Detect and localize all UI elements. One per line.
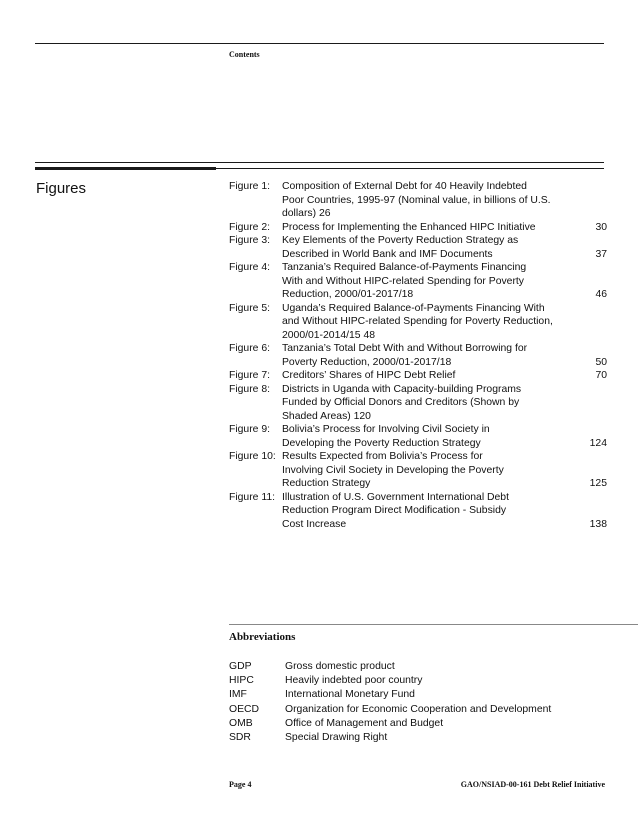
figure-caption-text: Uganda’s Required Balance-of-Payments Financing With	[282, 302, 545, 314]
figure-entry	[229, 342, 607, 369]
figure-caption-line	[282, 369, 607, 383]
figure-page-number	[601, 302, 607, 316]
figure-caption-text: Funded by Official Donors and Creditors (Shown by	[282, 397, 520, 408]
figure-caption-text: With and Without HIPC-related Spending for Poverty	[282, 275, 524, 287]
figure-page-number	[601, 261, 607, 275]
page-footer	[229, 780, 605, 789]
figure-label: Figure 1:	[229, 181, 271, 192]
figure-label: Figure 5:	[229, 302, 271, 314]
figure-page-number	[601, 450, 607, 464]
figure-caption-text: Composition of External Debt for 40 Heavily Indebted	[282, 181, 527, 192]
figure-entry	[229, 302, 607, 343]
figure-caption	[282, 369, 607, 383]
figure-caption-line	[282, 234, 607, 248]
figure-caption-text: Reduction, 2000/01-2017/18	[282, 289, 414, 300]
figure-caption-line	[282, 248, 607, 262]
figure-caption	[282, 302, 607, 343]
figure-caption-line	[282, 302, 607, 316]
abbreviation-meaning: Office of Management and Budget	[285, 717, 444, 729]
figure-caption-line	[282, 518, 607, 532]
figure-page-number	[601, 410, 607, 424]
running-header: Contents	[229, 50, 260, 59]
figure-caption	[282, 221, 607, 235]
abbreviation-row	[229, 660, 551, 674]
figure-caption-text: Developing the Poverty Reduction Strategy	[282, 437, 481, 449]
figure-caption-line	[282, 423, 607, 437]
abbreviation-meaning: Organization for Economic Cooperation and Development	[285, 703, 552, 715]
footer-page-number: Page 4	[229, 780, 252, 789]
abbreviation-code: SDR	[229, 732, 251, 744]
figure-caption-text: and Without HIPC-related Spending for Poverty Reduction,	[282, 316, 553, 327]
abbreviation-code: OMB	[229, 717, 253, 729]
section-rule-thin-right	[216, 168, 604, 169]
figure-caption	[282, 383, 607, 424]
figure-entry	[229, 234, 607, 261]
figure-page-number	[601, 491, 607, 505]
figure-caption-line	[282, 464, 607, 478]
figure-caption-text: Involving Civil Society in Developing the Poverty	[282, 464, 504, 476]
figure-page-number	[601, 315, 607, 329]
figure-page-number: 138	[589, 518, 607, 530]
figure-caption-text: Reduction Program Direct Modification - Subsidy	[282, 505, 507, 516]
abbreviations-list	[229, 660, 551, 745]
figure-page-number: 125	[589, 478, 607, 489]
figure-page-number	[601, 275, 607, 289]
figure-label: Figure 8:	[229, 383, 271, 395]
figure-page-number	[601, 194, 607, 208]
figure-caption-text: Bolivia’s Process for Involving Civil Society in	[282, 424, 490, 435]
figure-caption-text: Districts in Uganda with Capacity-building Programs	[282, 383, 522, 395]
figure-entry	[229, 221, 607, 235]
figure-caption-line	[282, 207, 607, 221]
figure-caption-line	[282, 491, 607, 505]
figure-label: Figure 11:	[229, 491, 276, 503]
abbreviation-code: IMF	[229, 689, 247, 701]
figure-page-number	[601, 504, 607, 518]
figure-caption-line	[282, 504, 607, 518]
figure-caption-text: Described in World Bank and IMF Documents	[282, 248, 493, 260]
figure-entry	[229, 383, 607, 424]
figure-page-number	[601, 423, 607, 437]
figure-page-number: 124	[589, 437, 607, 449]
abbreviation-row	[229, 688, 551, 702]
abbreviations-title: Abbreviations	[229, 631, 296, 643]
figure-caption-line	[282, 396, 607, 410]
abbreviation-code: OECD	[229, 703, 260, 715]
figure-caption-text: Key Elements of the Poverty Reduction Strategy as	[282, 235, 519, 246]
figure-caption	[282, 234, 607, 261]
figure-page-number	[601, 396, 607, 410]
figure-caption-text: Creditors’ Shares of HIPC Debt Relief	[282, 370, 456, 381]
figure-page-number	[601, 180, 607, 194]
figure-caption-line	[282, 410, 607, 424]
figure-entry	[229, 423, 607, 450]
figure-caption-text: Cost Increase	[282, 518, 347, 530]
figure-caption-text: Poverty Reduction, 2000/01-2017/18	[282, 356, 452, 368]
figure-caption	[282, 261, 607, 302]
figure-label: Figure 7:	[229, 370, 271, 381]
abbreviation-meaning: Special Drawing Right	[285, 732, 388, 744]
figure-page-number: 37	[595, 248, 607, 260]
figure-caption-line	[282, 383, 607, 397]
figure-label: Figure 3:	[229, 235, 271, 246]
section-rule-thin	[35, 162, 604, 163]
section-rule-thick-left	[35, 167, 216, 170]
figure-entry	[229, 491, 607, 532]
figure-caption-line	[282, 450, 607, 464]
figure-page-number: 50	[595, 356, 607, 368]
figure-caption-line	[282, 329, 607, 343]
figure-entry	[229, 450, 607, 491]
figure-caption-line	[282, 180, 607, 194]
abbreviation-meaning: Gross domestic product	[285, 661, 395, 672]
figure-label: Figure 2:	[229, 221, 271, 233]
figure-entry	[229, 369, 607, 383]
figure-page-number: 70	[595, 370, 607, 381]
figure-caption-line	[282, 261, 607, 275]
top-rule	[35, 43, 604, 44]
abbreviation-code: GDP	[229, 661, 252, 672]
figure-caption-line	[282, 275, 607, 289]
figure-caption	[282, 180, 607, 221]
figure-page-number	[601, 234, 607, 248]
figure-caption-line	[282, 437, 607, 451]
figure-caption	[282, 342, 607, 369]
figure-page-number	[601, 464, 607, 478]
figure-page-number	[601, 207, 607, 221]
figure-entry	[229, 261, 607, 302]
figure-caption-text: Tanzania’s Required Balance-of-Payments Financing	[282, 262, 527, 273]
figure-caption-line	[282, 288, 607, 302]
figure-caption-text: Poor Countries, 1995-97 (Nominal value, in billions of U.S.	[282, 194, 551, 206]
figure-caption-text: dollars) 26	[282, 208, 331, 219]
figure-caption	[282, 491, 607, 532]
figure-caption-text: Results Expected from Bolivia’s Process for	[282, 451, 483, 462]
abbreviation-row	[229, 674, 551, 688]
abbreviation-row	[229, 703, 551, 717]
figure-page-number	[601, 342, 607, 356]
section-title: Figures	[36, 180, 87, 197]
figure-page-number: 46	[595, 289, 607, 300]
figure-caption-line	[282, 356, 607, 370]
figure-caption-line	[282, 342, 607, 356]
figures-list	[229, 180, 607, 531]
figure-caption-line	[282, 221, 607, 235]
figure-page-number	[601, 329, 607, 343]
figure-caption	[282, 450, 607, 491]
footer-report-title: GAO/NSIAD-00-161 Debt Relief Initiative	[460, 780, 605, 789]
abbreviation-meaning: Heavily indebted poor country	[285, 675, 423, 687]
figure-page-number	[601, 383, 607, 397]
figure-caption-text: Process for Implementing the Enhanced HIPC Initiative	[282, 221, 536, 233]
figure-label: Figure 4:	[229, 262, 271, 273]
figure-entry	[229, 180, 607, 221]
figure-caption-line	[282, 477, 607, 491]
abbreviation-row	[229, 731, 551, 745]
figure-caption-line	[282, 194, 607, 208]
abbreviation-meaning: International Monetary Fund	[285, 689, 415, 701]
abbreviations-rule	[229, 624, 638, 625]
figure-caption-text: Illustration of U.S. Government International Debt	[282, 491, 509, 503]
figure-caption-text: Tanzania’s Total Debt With and Without Borrowing for	[282, 343, 528, 354]
figure-page-number: 30	[595, 221, 607, 233]
figure-label: Figure 6:	[229, 343, 271, 354]
abbreviation-row	[229, 717, 551, 731]
figure-caption-text: 2000/01-2014/15 48	[282, 329, 376, 341]
figure-caption-text: Shaded Areas) 120	[282, 410, 371, 422]
figure-caption-line	[282, 315, 607, 329]
figure-caption-text: Reduction Strategy	[282, 478, 371, 489]
figure-caption	[282, 423, 607, 450]
figure-label: Figure 10:	[229, 451, 276, 462]
abbreviation-code: HIPC	[229, 675, 254, 687]
figure-label: Figure 9:	[229, 424, 271, 435]
